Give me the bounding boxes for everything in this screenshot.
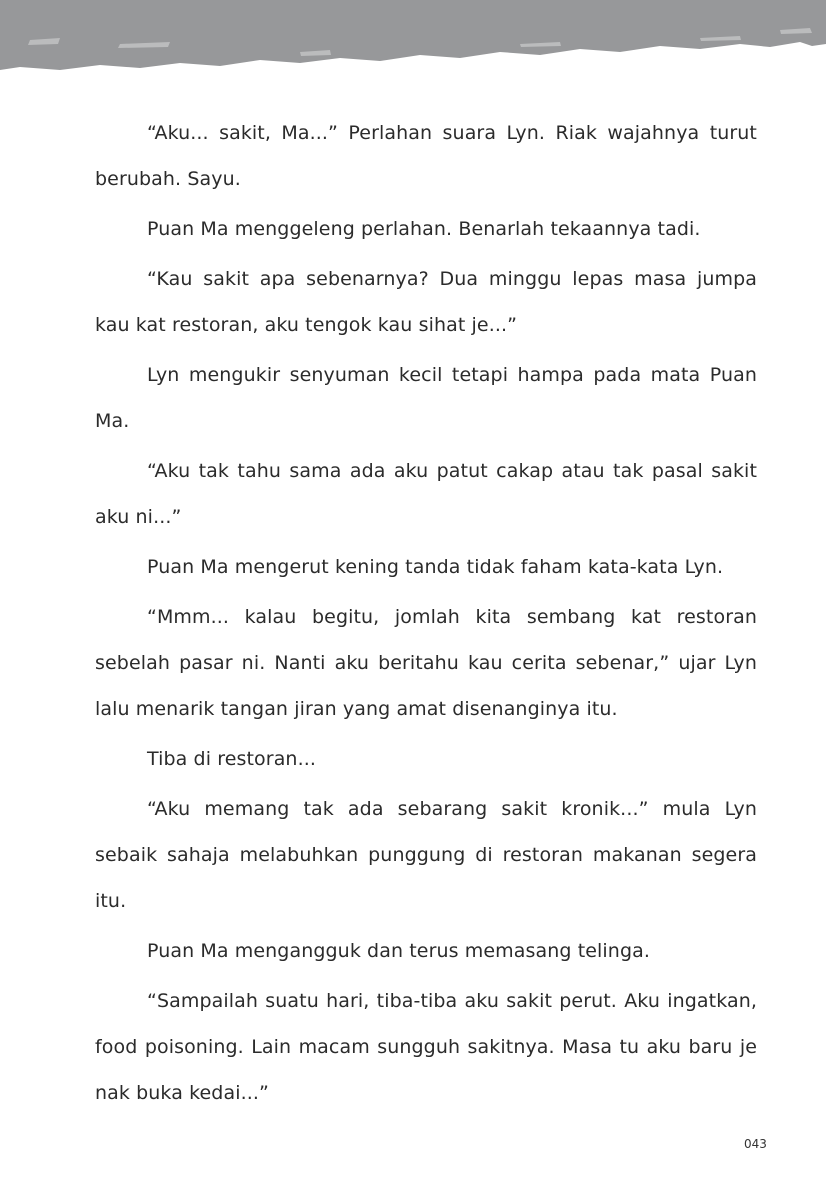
paragraph: “Sampailah suatu hari, tiba-tiba aku sakit perut. Aku ingatkan, food poisoning. Lain macam sungguh sakitnya. Masa tu aku baru je nak buka kedai...” bbox=[95, 990, 757, 1104]
page-number: 043 bbox=[744, 1137, 767, 1151]
paragraph: Puan Ma mengangguk dan terus memasang telinga. bbox=[147, 940, 650, 962]
header-brush-band bbox=[0, 0, 826, 78]
paragraph: “Aku tak tahu sama ada aku patut cakap atau tak pasal sakit aku ni...” bbox=[95, 460, 757, 528]
paragraph: Puan Ma mengerut kening tanda tidak faham kata-kata Lyn. bbox=[147, 556, 724, 578]
paragraph: “Mmm... kalau begitu, jomlah kita sembang kat restoran sebelah pasar ni. Nanti aku beritahu kau cerita sebenar,” ujar Lyn lalu menarik tangan jiran yang amat disenanginya itu. bbox=[95, 606, 757, 720]
paragraph: “Aku... sakit, Ma...” Perlahan suara Lyn. Riak wajahnya turut berubah. Sayu. bbox=[95, 122, 757, 190]
paragraph: “Aku memang tak ada sebarang sakit kronik...” mula Lyn sebaik sahaja melabuhkan punggung di restoran makanan segera itu. bbox=[95, 798, 757, 912]
paragraph: Lyn mengukir senyuman kecil tetapi hampa pada mata Puan Ma. bbox=[95, 364, 757, 432]
body-text bbox=[95, 110, 757, 1120]
paragraph: Tiba di restoran... bbox=[147, 748, 316, 770]
paragraph: “Kau sakit apa sebenarnya? Dua minggu lepas masa jumpa kau kat restoran, aku tengok kau sihat je...” bbox=[95, 268, 757, 336]
paragraph: Puan Ma menggeleng perlahan. Benarlah tekaannya tadi. bbox=[147, 218, 701, 240]
